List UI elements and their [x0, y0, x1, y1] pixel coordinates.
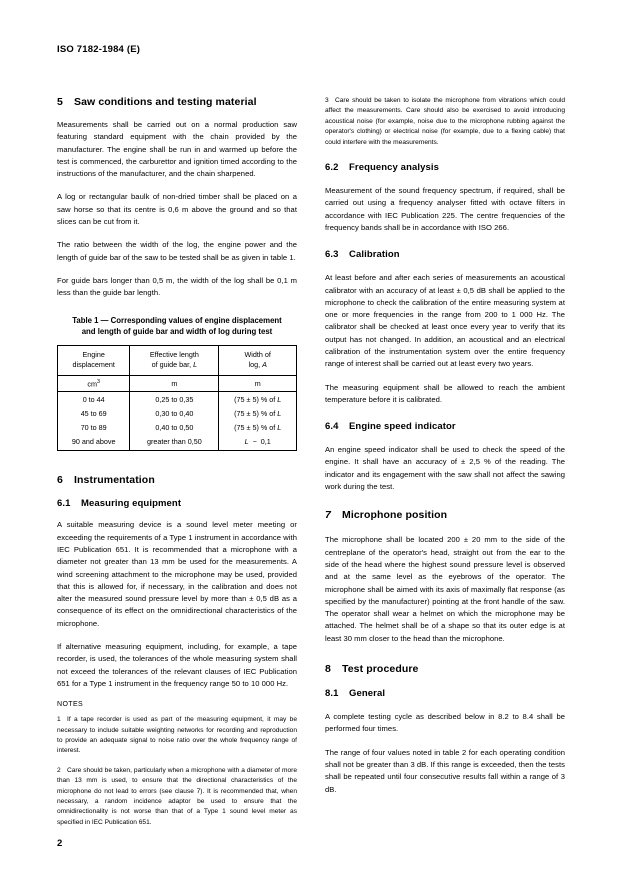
- clause-7-heading: [325, 509, 565, 521]
- table-cell: 70 to 89: [58, 421, 130, 435]
- table-1-header-cell: Engine displacement: [58, 345, 130, 375]
- subclause-8-1-heading: [325, 688, 565, 699]
- table-1-caption-line-2: and length of guide bar and width of log during test: [81, 327, 273, 337]
- subclause-6-3-paragraph-2: The measuring equipment shall be allowed to reach the ambient temperature before it is calibrated.: [325, 382, 565, 404]
- table-cell: 45 to 69: [58, 406, 130, 420]
- subclause-6-2-heading: [325, 162, 565, 173]
- note-3-text: Care should be taken to isolate the microphone from vibrations which could affect the measurements. Care should also be exercised to avoid introducing acoustical noise (for example, noise due to the microphone rubbing against the operator's clothing) or electrical noise (for example, due to a flexing cable) that could interfere with the measurements.: [325, 97, 565, 146]
- clause-8-heading: [325, 663, 565, 675]
- table-cell: 0,30 to 0,40: [130, 406, 219, 420]
- table-1: [57, 345, 297, 451]
- clause-5-paragraph-3: The ratio between the width of the log, the engine power and the length of guide bar of the saw to be tested shall be as given in table 1.: [57, 240, 297, 262]
- note-1: [57, 715, 297, 757]
- table-cell: (75 ± 5) % of L: [219, 421, 297, 435]
- page-number: 2: [57, 838, 63, 849]
- subclause-6-3-title: Calibration: [349, 249, 400, 261]
- table-row: [58, 392, 297, 407]
- table-1-caption: [57, 315, 297, 338]
- left-column: [57, 96, 297, 837]
- table-1-unit-cell: $cm^3$: [58, 375, 130, 391]
- subclause-8-1-title: General: [349, 688, 386, 700]
- note-2: [57, 766, 297, 828]
- table-cell: greater than 0,50: [130, 435, 219, 451]
- table-cell: (75 ± 5) % of L: [219, 406, 297, 420]
- clause-5-heading: [57, 96, 297, 108]
- table-cell: L − 0,1: [219, 435, 297, 451]
- clause-8-title: Test procedure: [342, 663, 419, 676]
- table-1-header-cell: Width of log, A: [219, 345, 297, 375]
- subclause-6-1-paragraph-1: A suitable measuring device is a sound level meter meeting or exceeding the requirements of a Type 1 instrument in accordance with IEC Publication 651. It is recommended that a microphone with a diameter not greater than 13 mm be used for the measurements. A wind screening attachment to the microphone may be used, provided that this is allowed for, if necessary, in the calibration and does not alter the measured sound pressure level by more than ± 0,5 dB as a consequence of its effect on the omnidirectional characteristics of the microphone.: [57, 520, 297, 628]
- note-2-number: 2: [57, 766, 61, 774]
- clause-7-title: Microphone position: [342, 509, 448, 522]
- document-header: ISO 7182-1984 (E): [57, 44, 141, 55]
- clause-7-number: 7: [325, 509, 331, 522]
- table-cell: 90 and above: [58, 435, 130, 451]
- note-3: [325, 96, 565, 148]
- table-1-units-row: [58, 375, 297, 391]
- table-cell: 0,25 to 0,35: [130, 392, 219, 407]
- table-1-unit-cell: m: [130, 375, 219, 391]
- subclause-6-3-heading: [325, 249, 565, 260]
- subclause-8-1-paragraph-2: The range of four values noted in table 2 for each operating condition shall not be greater than 3 dB. If this range is exceeded, then the tests shall be repeated until four consecutive results fall within a range of 3 dB.: [325, 747, 565, 794]
- note-2-text: Care should be taken, particularly when a microphone with a diameter of more than 13 mm is used, to ensure that the directional characteristics of the microphone do not lead to errors (see clause 7). It is recommended that, when necessary, a random incidence adaptor be used to ensure that the omnidirectionality is not worse than that of a Type 1 sound level meter as specified in IEC Publication 651.: [57, 766, 297, 826]
- notes-label: NOTES: [57, 701, 84, 709]
- clause-5-number: 5: [57, 96, 63, 108]
- table-row: [58, 421, 297, 435]
- clause-7-paragraph-1: The microphone shall be located 200 ± 20 mm to the side of the centreplane of the operator's head, straight out from the ear to the side of the head where the highest sound pressure level is observed and at the same level as the eyebrows of the operator. The microphone shall be aimed with its axis of maximally flat response (as specified by the manufacturer) pointing at the front handle of the saw. The operator shall wear a helmet on which the microphone may be attached. The helmet shall be of a shape so that its outer edge is at least 30 mm closer to the head than the microphone.: [325, 535, 565, 643]
- table-cell: 0 to 44: [58, 392, 130, 407]
- subclause-6-4-heading: [325, 421, 565, 432]
- clause-6-number: 6: [57, 474, 63, 487]
- subclause-6-3-number: 6.3: [325, 249, 339, 261]
- subclause-6-4-title: Engine speed indicator: [349, 421, 456, 433]
- subclause-6-1-paragraph-2: If alternative measuring equipment, including, for example, a tape recorder, is used, the tolerances of the whole measuring system shall not exceed the tolerances of the relevant clauses of IEC Publication 651 for a Type 1 instrument in the frequency range 50 to 10 000 Hz.: [57, 642, 297, 688]
- subclause-6-3-paragraph-1: At least before and after each series of measurements an acoustical calibrator with an accuracy of at least ± 0,5 dB shall be applied to the microphone to check the calibration of the entire measuring system at one or more frequencies in the range from 200 to 1 000 Hz. The calibrator shall be checked at least once every year to verify that its output has not changed. In addition, an acoustical and an electrical calibration of the instrumentation system over the entire frequency range of interest shall be carried out at least every two years.: [325, 273, 565, 369]
- table-1-unit-cell: m: [219, 375, 297, 391]
- subclause-6-4-number: 6.4: [325, 421, 339, 433]
- clause-6-title: Instrumentation: [74, 474, 155, 487]
- note-1-number: 1: [57, 716, 61, 724]
- subclause-8-1-paragraph-1: A complete testing cycle as described below in 8.2 to 8.4 shall be performed four times.: [325, 712, 565, 734]
- subclause-8-1-number: 8.1: [325, 688, 339, 700]
- table-1-caption-line-1: Table 1 — Corresponding values of engine displacement: [72, 315, 282, 325]
- subclause-6-2-paragraph-1: Measurement of the sound frequency spectrum, if required, shall be carried out using a frequency analyser fitted with octave filters in accordance with IEC Publication 225. The centre frequencies of the frequency bands shall be in accordance with ISO 266.: [325, 186, 565, 232]
- subclause-6-1-number: 6.1: [57, 498, 71, 510]
- two-column-body: [57, 96, 565, 837]
- clause-5-paragraph-1: Measurements shall be carried out on a normal production saw featuring standard equipment with the chain provided by the manufacturer. The engine shall be run in and warmed up before the test is commenced, the carburettor and ignition timed according to the instructions of the manufacturer, and the chain sharpened.: [57, 120, 297, 179]
- table-1-header-row: [58, 345, 297, 375]
- table-row: [58, 435, 297, 451]
- table-cell: (75 ± 5) % of L: [219, 392, 297, 407]
- subclause-6-2-title: Frequency analysis: [349, 162, 439, 174]
- clause-8-number: 8: [325, 663, 331, 676]
- table-row: [58, 406, 297, 420]
- subclause-6-4-paragraph-1: An engine speed indicator shall be used to check the speed of the engine. It shall have an accuracy of ± 2,5 % of the reading. The indicator and its engagement with the saw shall not affect the sawing work during the test.: [325, 445, 565, 492]
- clause-5-paragraph-2: A log or rectangular baulk of non-dried timber shall be placed on a saw horse so that its centre is 0,6 m above the ground and so that slices can be cut from it.: [57, 192, 297, 227]
- right-column: [325, 96, 565, 837]
- table-cell: 0,40 to 0,50: [130, 421, 219, 435]
- note-1-text: If a tape recorder is used as part of the measuring equipment, it may be necessary to include suitable weighting networks for recording and reproduction to provide an adequate signal to noise ratio over the whole frequency range of interest.: [57, 716, 297, 755]
- subclause-6-1-heading: [57, 498, 297, 509]
- table-1-header-cell: Effective length of guide bar, L: [130, 345, 219, 375]
- clause-6-heading: [57, 474, 297, 486]
- clause-5-title: Saw conditions and testing material: [74, 96, 257, 108]
- subclause-6-1-title: Measuring equipment: [81, 498, 182, 510]
- subclause-6-2-number: 6.2: [325, 162, 339, 174]
- clause-5-paragraph-4: For guide bars longer than 0,5 m, the width of the log shall be 0,1 m less than the guide bar length.: [57, 275, 297, 298]
- note-3-number: 3: [325, 97, 329, 104]
